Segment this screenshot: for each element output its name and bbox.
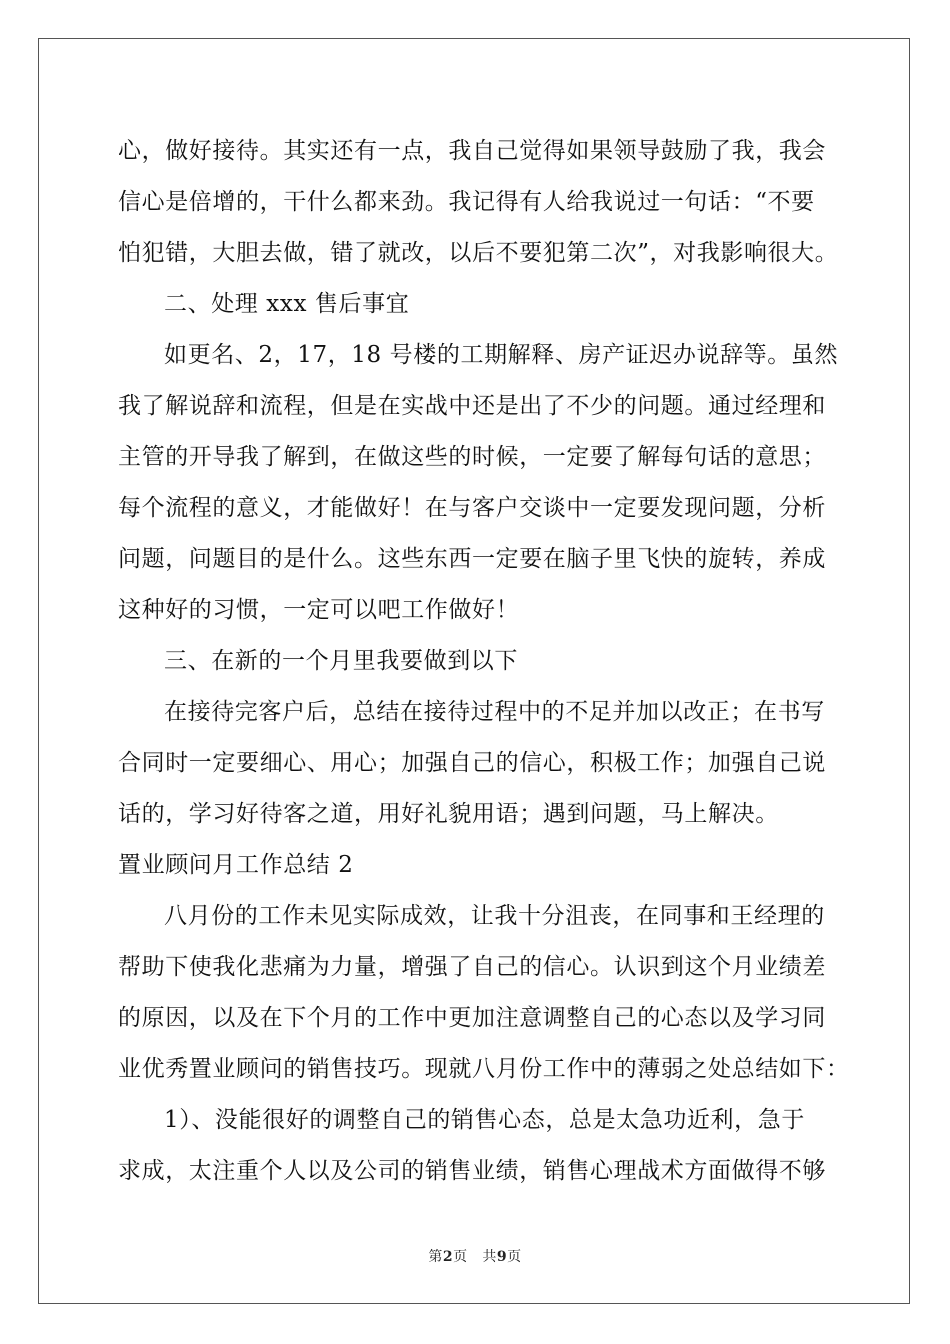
paragraph-line: 求成，太注重个人以及公司的销售业绩，销售心理战术方面做得不够 [118,1158,826,1184]
paragraph-line: 八月份的工作未见实际成效，让我十分沮丧，在同事和王经理的 [164,903,825,929]
paragraph-line: 的原因，以及在下个月的工作中更加注意调整自己的心态以及学习同 [118,1005,826,1031]
paragraph-line: 每个流程的意义，才能做好！在与客户交谈中一定要发现问题，分析 [118,495,826,521]
paragraph-line: 话的，学习好待客之道，用好礼貌用语；遇到问题，马上解决。 [118,801,779,827]
paragraph-line: 合同时一定要细心、用心；加强自己的信心，积极工作；加强自己说 [118,750,826,776]
paragraph-line: 怕犯错，大胆去做，错了就改，以后不要犯第二次”，对我影响很大。 [118,240,839,266]
total-suffix: 页 [507,1249,522,1265]
paragraph-line: 帮助下使我化悲痛为力量，增强了自己的信心。认识到这个月业绩差 [118,954,826,980]
page-number: 2 [442,1249,454,1265]
paragraph-line: 我了解说辞和流程，但是在实战中还是出了不少的问题。通过经理和 [118,393,826,419]
total-prefix: 共 [482,1249,497,1265]
page-footer [0,1246,950,1266]
total-pages: 9 [496,1249,508,1265]
paragraph-line: 心，做好接待。其实还有一点，我自己觉得如果领导鼓励了我，我会 [118,138,826,164]
paragraph-line: 1）、没能很好的调整自己的销售心态，总是太急功近利，急于 [164,1107,805,1133]
paragraph-line: 这种好的习惯，一定可以吧工作做好！ [118,597,520,623]
paragraph-line: 如更名、2，17，18 号楼的工期解释、房产证迟办说辞等。虽然 [164,342,839,368]
page-suffix: 页 [453,1249,468,1265]
paragraph-line: 问题，问题目的是什么。这些东西一定要在脑子里飞快的旋转，养成 [118,546,826,572]
document-body [118,128,850,1199]
heading-2: 二、处理 xxx 售后事宜 [164,291,410,317]
paragraph-line: 业优秀置业顾问的销售技巧。现就八月份工作中的薄弱之处总结如下： [118,1056,850,1082]
section-title: 置业顾问月工作总结 2 [118,852,354,878]
page-prefix: 第 [428,1249,443,1265]
heading-3: 三、在新的一个月里我要做到以下 [164,648,518,674]
paragraph-line: 在接待完客户后，总结在接待过程中的不足并加以改正；在书写 [164,699,825,725]
paragraph-line: 主管的开导我了解到，在做这些的时候，一定要了解每句话的意思； [118,444,826,470]
paragraph-line: 信心是倍增的，干什么都来劲。我记得有人给我说过一句话：“不要 [118,189,815,215]
